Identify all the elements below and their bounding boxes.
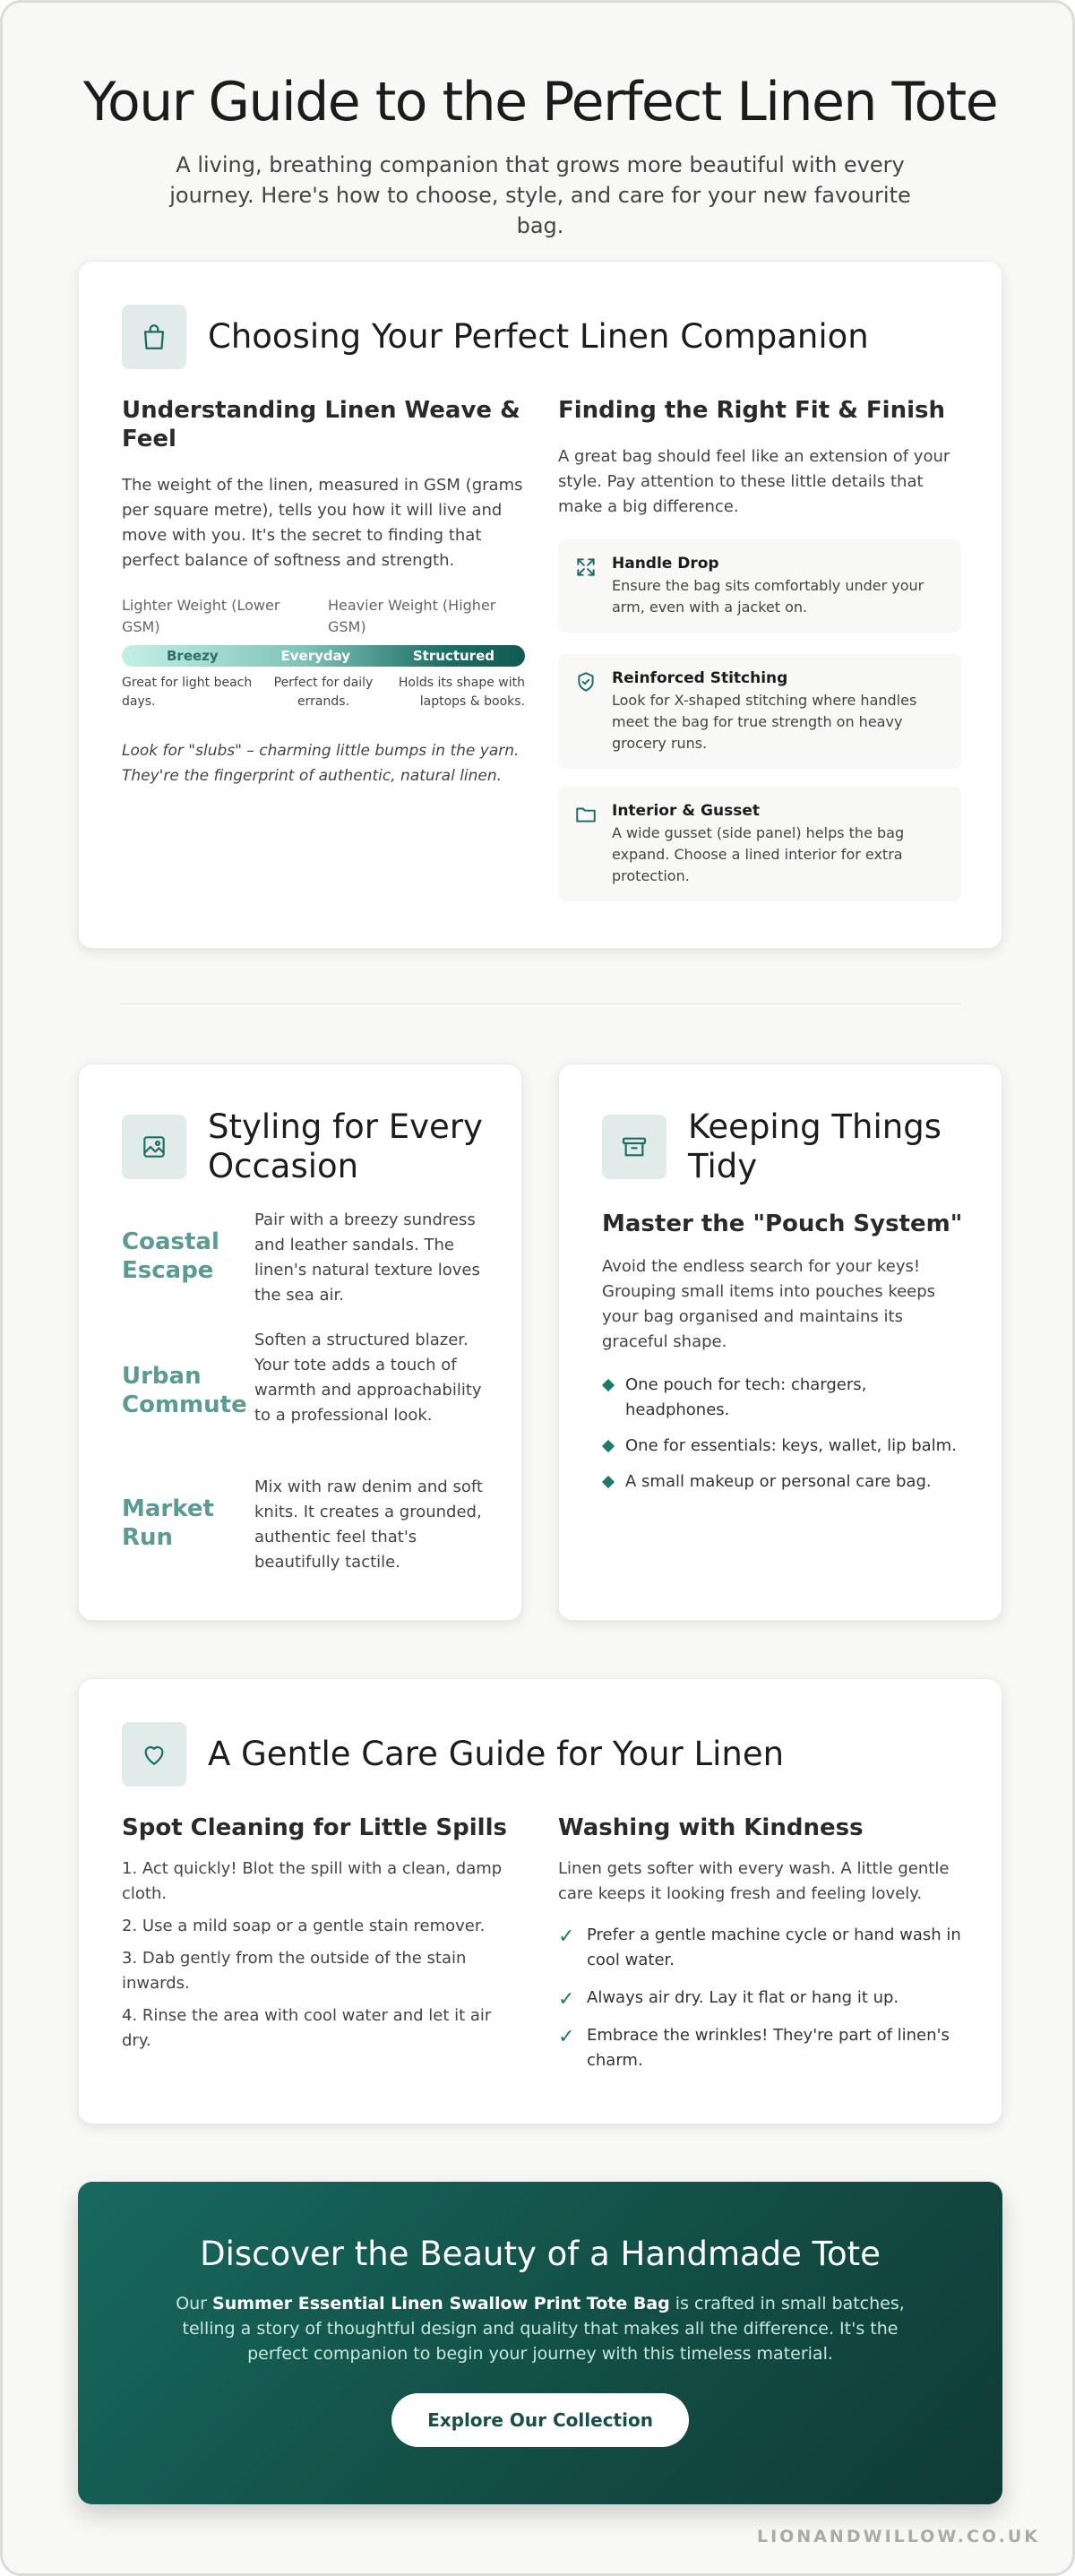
spot-cleaning-column <box>122 1814 516 2054</box>
occasion-desc: Soften a structured blazer. Your tote adds a touch of warmth and approachability to a professional look. <box>254 1331 482 1425</box>
page-subtitle: A living, breathing companion that grows more beautiful with every journey. Here's how to choose, style, and care for your new favourite bag. <box>169 152 911 238</box>
feature-desc: Look for X-shaped stitching where handles meet the bag for true strength on heavy grocery runs. <box>612 692 917 752</box>
expand-icon <box>574 556 598 579</box>
feature-reinforced-stitching <box>558 654 961 769</box>
footer-brand[interactable]: LIONANDWILLOW.CO.UK <box>757 2527 1040 2546</box>
slubs-note: Look for "slubs" – charming little bumps in the yarn. They're the fingerprint of authentic, natural linen. <box>122 742 520 785</box>
archive-box-icon <box>602 1115 666 1179</box>
weave-heading: Understanding Linen Weave & Feel <box>122 397 520 452</box>
list-item: ✓ Always air dry. Lay it flat or hang it up. <box>558 1986 961 2011</box>
gsm-label-heavy: Heavier Weight (Higher GSM) <box>328 597 496 635</box>
step-item: 3. Dab gently from the outside of the stain inwards. <box>122 1949 467 1993</box>
cta-banner <box>78 2182 1002 2504</box>
occasion-urban-commute <box>122 1328 507 1453</box>
pouch-body: Avoid the endless search for your keys! Grouping small items into pouches keeps your bag organised and maintains its graceful shape. <box>602 1257 936 1351</box>
step-item: 4. Rinse the area with cool water and let it air dry. <box>122 2006 492 2050</box>
spot-steps <box>122 1857 516 2054</box>
occasion-title: Urban Commute <box>122 1363 247 1418</box>
list-item: One pouch for tech: chargers, headphones. <box>602 1373 969 1423</box>
shopping-bag-icon <box>122 305 186 369</box>
product-name: Summer Essential Linen Swallow Print Tote Bag <box>212 2294 670 2313</box>
choosing-card-header <box>122 305 869 369</box>
care-card-header <box>122 1722 784 1787</box>
heart-icon <box>122 1722 186 1787</box>
choosing-title: Choosing Your Perfect Linen Companion <box>208 317 869 356</box>
wash-heading: Washing with Kindness <box>558 1814 864 1841</box>
washing-column <box>558 1814 961 2073</box>
feature-interior-gusset <box>558 787 961 901</box>
cta-title: Discover the Beauty of a Handmade Tote <box>200 2235 881 2273</box>
folder-icon <box>574 803 598 826</box>
styling-title: Styling for Every Occasion <box>208 1107 483 1185</box>
explore-collection-button[interactable]: Explore Our Collection <box>391 2393 689 2447</box>
shield-check-icon <box>574 670 598 694</box>
occasion-coastal-escape <box>122 1208 507 1315</box>
occasion-title: Market Run <box>122 1495 214 1551</box>
tidy-card <box>558 1064 1002 1621</box>
feature-title: Handle Drop <box>612 555 719 573</box>
feature-title: Interior & Gusset <box>612 802 760 820</box>
wash-body: Linen gets softer with every wash. A little gentle care keeps it looking fresh and feeling lovely. <box>558 1859 950 1903</box>
feature-desc: Ensure the bag sits comfortably under your arm, even with a jacket on. <box>612 577 924 616</box>
gsm-note-everyday: Perfect for daily errands. <box>273 676 374 709</box>
fit-heading: Finding the Right Fit & Finish <box>558 397 945 424</box>
hero <box>3 65 1075 241</box>
tidy-card-header <box>602 1107 975 1186</box>
step-item: 1. Act quickly! Blot the spill with a clean, damp cloth. <box>122 1859 503 1903</box>
weave-column <box>122 396 525 788</box>
pouch-heading: Master the "Pouch System" <box>602 1210 963 1237</box>
list-item: One for essentials: keys, wallet, lip balm. <box>602 1434 969 1459</box>
cta-text <box>150 2291 931 2366</box>
spot-heading: Spot Cleaning for Little Spills <box>122 1814 507 1841</box>
weave-body: The weight of the linen, measured in GSM (grams per square metre), tells you how it will live and move with you. It's the secret to finding that perfect balance of softness and strength. <box>122 476 523 570</box>
list-item: ✓ Prefer a gentle machine cycle or hand wash in cool water. <box>558 1923 961 1973</box>
gsm-label-light: Lighter Weight (Lower GSM) <box>122 597 280 635</box>
occasion-desc: Mix with raw denim and soft knits. It creates a grounded, authentic feel that's beautifully tactile. <box>254 1478 483 1572</box>
styling-card <box>78 1064 522 1621</box>
list-item: ✓ Embrace the wrinkles! They're part of linen's charm. <box>558 2023 961 2073</box>
fit-column <box>558 396 961 884</box>
image-icon <box>122 1115 186 1179</box>
occasion-desc: Pair with a breezy sundress and leather sandals. The linen's natural texture loves the sea air. <box>254 1210 480 1305</box>
gsm-note-structured: Holds its shape with laptops & books. <box>398 676 525 709</box>
cta-text-before: Our <box>176 2294 213 2313</box>
gsm-scale-everyday: Everyday <box>280 648 351 664</box>
page-title: Your Guide to the Perfect Linen Tote <box>82 71 998 134</box>
cta-text-after: is crafted in small batches, telling a story of thoughtful design and quality that makes all the difference. It's the perfect companion to begin your journey with this timeless material. <box>182 2294 905 2364</box>
list-item: A small makeup or personal care bag. <box>602 1469 969 1495</box>
gsm-labels <box>122 595 525 638</box>
gsm-scale-bar <box>122 645 525 667</box>
care-title: A Gentle Care Guide for Your Linen <box>208 1735 785 1773</box>
care-card <box>78 1678 1002 2124</box>
gsm-notes <box>122 674 525 711</box>
tidy-title: Keeping Things Tidy <box>688 1107 942 1185</box>
step-item: 2. Use a mild soap or a gentle stain remover. <box>122 1917 486 1935</box>
gsm-scale-breezy: Breezy <box>167 648 219 664</box>
feature-desc: A wide gusset (side panel) helps the bag expand. Choose a lined interior for extra protection. <box>612 824 905 884</box>
occasion-title: Coastal Escape <box>122 1228 219 1284</box>
occasion-market-run <box>122 1475 507 1582</box>
gsm-note-breezy: Great for light beach days. <box>122 676 253 709</box>
styling-card-header <box>122 1107 494 1186</box>
feature-title: Reinforced Stitching <box>612 669 788 687</box>
gsm-scale-structured: Structured <box>412 648 494 664</box>
fit-body: A great bag should feel like an extension of your style. Pay attention to these little details that make a big difference. <box>558 447 950 516</box>
wash-tips <box>558 1923 961 2073</box>
tidy-content <box>602 1210 969 1495</box>
pouch-list <box>602 1373 969 1495</box>
feature-handle-drop <box>558 539 961 633</box>
choosing-card <box>78 261 1002 949</box>
